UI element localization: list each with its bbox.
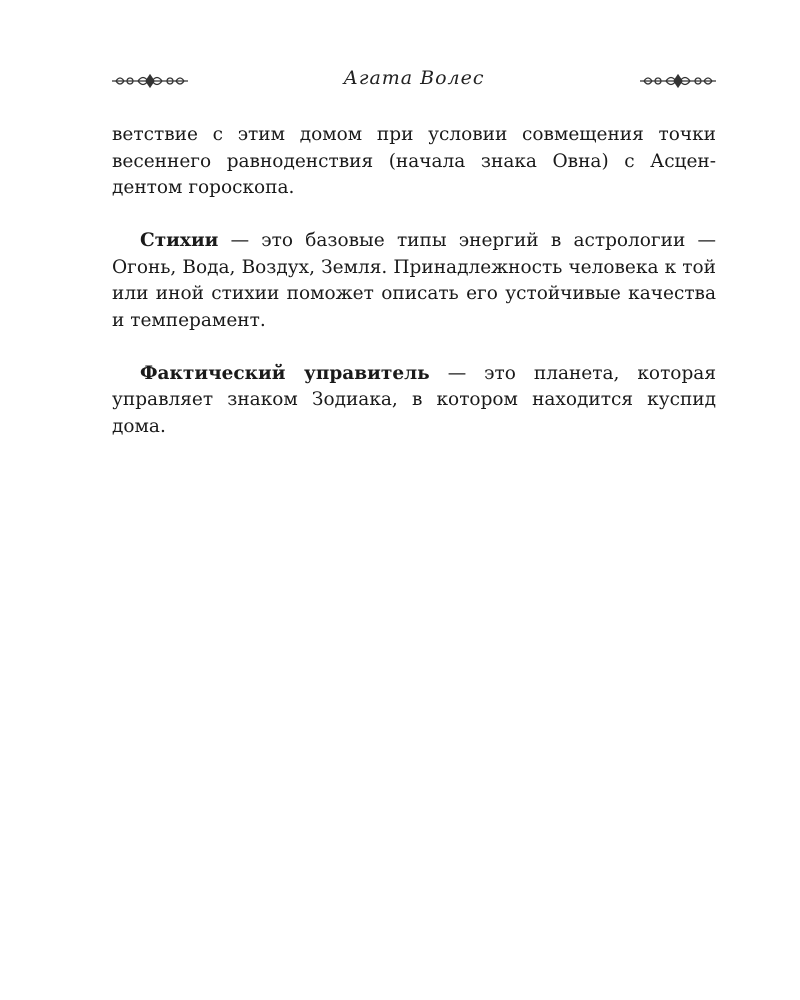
paragraph-upravitel bbox=[112, 361, 716, 441]
running-head bbox=[110, 64, 718, 96]
body-text bbox=[112, 122, 716, 467]
paragraph-text: ветствие с этим домом при условии совмещения точки весеннего равноденствия (начала знака Овна) с Асцендентом гороскопа. bbox=[112, 124, 716, 198]
paragraph-text: — это базовые типы энергий в астрологии — Огонь, Вода, Воздух, Земля. Принадлежность человека к той или иной стихии поможет описать его устойчивые качества и темперамент. bbox=[112, 230, 716, 331]
paragraph-text: — это планета, которая управляет знаком Зодиака, в котором находится куспид дома. bbox=[112, 362, 716, 437]
definition-term: Стихии bbox=[140, 230, 219, 251]
paragraph-continued bbox=[112, 122, 716, 202]
definition-term: Фактический управитель bbox=[140, 362, 430, 384]
running-head-author: Агата Волес bbox=[343, 67, 485, 89]
paragraph-stikhii bbox=[112, 228, 716, 334]
ornament-flourish-right-icon bbox=[638, 72, 718, 90]
